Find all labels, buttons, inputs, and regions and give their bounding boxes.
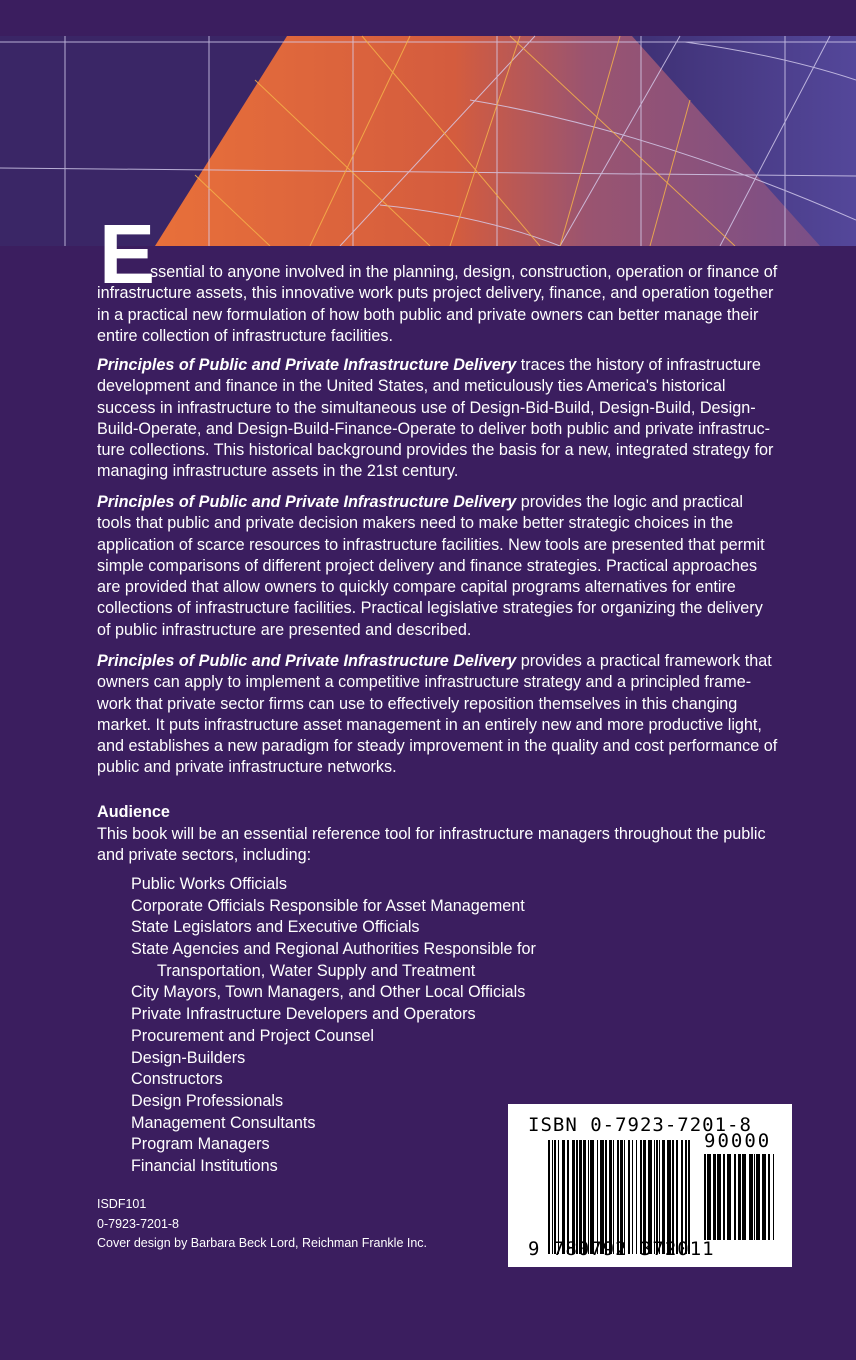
text-line: and private sectors, including: <box>97 846 312 865</box>
barcode-bar <box>742 1154 746 1240</box>
barcode-bar <box>667 1140 671 1254</box>
text-line: managing infrastructure assets in the 21st century. <box>97 462 459 481</box>
barcode-bar <box>656 1140 658 1254</box>
product-code: ISDF101 <box>97 1197 147 1211</box>
barcode-bar <box>749 1154 753 1240</box>
cover-credit: Cover design by Barbara Beck Lord, Reichman Frankle Inc. <box>97 1236 428 1250</box>
list-item: City Mayors, Town Managers, and Other Local Officials <box>131 983 526 1002</box>
text-line: provides a practical framework that <box>516 652 772 670</box>
barcode-bar <box>597 1140 598 1254</box>
isbn-barcode <box>508 1104 792 1267</box>
text-line: collections of infrastructure facilities. Practical legislative strategies for organizing the delivery <box>97 599 763 618</box>
barcode-bar <box>640 1140 642 1254</box>
description-paragraph-2 <box>97 355 773 483</box>
text-line: owners can apply to implement a competitive infrastructure strategy and a principled frame- <box>97 673 752 692</box>
description-paragraph-4 <box>97 651 777 779</box>
barcode-bar <box>617 1140 619 1254</box>
barcode-bar <box>562 1140 565 1254</box>
publisher-footer <box>97 1195 427 1254</box>
barcode-bar <box>590 1140 594 1254</box>
text-line: are provided that allow owners to quickly compare capital programs alternatives for entire <box>97 578 736 597</box>
barcode-bar <box>620 1140 623 1254</box>
list-item: Management Consultants <box>131 1113 316 1132</box>
barcode-addon: 90000 <box>704 1130 772 1152</box>
text-line: market. It puts infrastructure asset management in an entirely new and more productive light, <box>97 715 762 734</box>
barcode-bar <box>654 1140 655 1254</box>
barcode-bar <box>613 1140 614 1254</box>
barcode-bar <box>754 1154 755 1240</box>
list-item: Financial Institutions <box>131 1156 278 1175</box>
barcode-bar <box>773 1154 774 1240</box>
barcode-bar <box>558 1140 559 1254</box>
barcode-bar <box>648 1140 652 1254</box>
text-line: and establishes a new paradigm for steady improvement in the quality and cost performance of <box>97 737 778 756</box>
text-line: provides the logic and practical <box>516 493 743 511</box>
barcode-bar <box>727 1154 731 1240</box>
barcode-bar <box>609 1140 612 1254</box>
barcode-bar <box>672 1140 674 1254</box>
barcode-bar <box>723 1154 725 1240</box>
audience-list <box>131 874 536 1178</box>
text-line: infrastructure assets, this innovative work puts project delivery, finance, and operation together <box>97 284 774 303</box>
text-line: traces the history of infrastructure <box>516 356 761 374</box>
barcode-bar <box>583 1140 586 1254</box>
barcode-bar <box>548 1140 550 1254</box>
text-line: success in infrastructure to the simultaneous use of Design-Bid-Build, Design-Build, Design- <box>97 398 756 417</box>
barcode-bar <box>579 1140 582 1254</box>
barcode-bar <box>624 1140 625 1254</box>
list-item: Design Professionals <box>131 1091 284 1110</box>
barcode-bar <box>659 1140 660 1254</box>
barcode-bar <box>567 1140 569 1254</box>
barcode-bar <box>572 1140 575 1254</box>
barcode-bar <box>734 1154 736 1240</box>
barcode-bar <box>554 1140 556 1254</box>
text-line: tools that public and private decision makers need to make better strategic choices in the <box>97 514 734 533</box>
list-item: Procurement and Project Counsel <box>131 1026 374 1045</box>
barcode-bar <box>688 1140 690 1254</box>
text-line: ssential to anyone involved in the planning, design, construction, operation or finance of <box>150 263 778 281</box>
list-item: Corporate Officials Responsible for Asset Management <box>131 896 525 915</box>
text-line: Build-Operate, and Design-Build-Finance-Operate to deliver both public and private infrastruc- <box>97 419 771 438</box>
isbn-label: ISBN 0-7923-7201-8 <box>528 1114 752 1136</box>
description-paragraph-1-cont <box>97 283 773 347</box>
text-line: in a practical new formulation of how both public and private owners can better manage their <box>97 305 759 324</box>
text-line: application of scarce resources to infrastructure facilities. New tools are presented that permit <box>97 535 765 554</box>
drop-cap: E <box>99 207 156 301</box>
barcode-bar <box>681 1140 683 1254</box>
text-line: development and finance in the United States, and meticulously ties America's historical <box>97 377 726 396</box>
barcode-bar <box>704 1154 706 1240</box>
text-line: entire collection of infrastructure facilities. <box>97 326 393 345</box>
isbn-number: 0-7923-7201-8 <box>97 1216 180 1231</box>
barcode-bar <box>643 1140 646 1254</box>
audience-intro <box>97 824 766 867</box>
barcode-bar <box>552 1140 553 1254</box>
barcode-bar <box>662 1140 665 1254</box>
list-item: State Agencies and Regional Authorities Responsible for <box>131 940 536 959</box>
text-line: work that private sector firms can use to effectively reposition themselves in this changing <box>97 694 738 713</box>
ean-number: 9 780792 372011 <box>528 1238 715 1260</box>
description-paragraph-3 <box>97 492 765 641</box>
barcode-bar <box>685 1140 687 1254</box>
barcode-bar <box>636 1140 637 1254</box>
barcode-bar <box>756 1154 760 1240</box>
barcode-bar <box>762 1154 766 1240</box>
book-title: Principles of Public and Private Infrastructure Delivery <box>97 356 517 374</box>
text-line: public and private infrastructure networks. <box>97 758 397 777</box>
list-item: Program Managers <box>131 1135 270 1154</box>
text-line: of public infrastructure are presented and described. <box>97 620 472 639</box>
barcode-bar <box>588 1140 589 1254</box>
text-line: simple comparisons of different project delivery and finance strategies. Practical approaches <box>97 556 758 575</box>
barcode-bar <box>676 1140 678 1254</box>
list-item: State Legislators and Executive Officials <box>131 918 420 937</box>
description-paragraph-1 <box>150 262 777 283</box>
list-item: Constructors <box>131 1070 223 1089</box>
barcode-bar <box>600 1140 604 1254</box>
barcode-bar <box>738 1154 741 1240</box>
book-title: Principles of Public and Private Infrastructure Delivery <box>97 493 517 511</box>
barcode-bar <box>717 1154 721 1240</box>
text-line: This book will be an essential reference tool for infrastructure managers throughout the public <box>97 825 766 843</box>
list-item: Design-Builders <box>131 1048 246 1067</box>
list-item: Transportation, Water Supply and Treatment <box>157 961 476 980</box>
list-item: Public Works Officials <box>131 875 287 893</box>
list-item: Private Infrastructure Developers and Operators <box>131 1005 476 1024</box>
barcode-bar <box>628 1140 630 1254</box>
barcode-bar <box>707 1154 711 1240</box>
book-title: Principles of Public and Private Infrastructure Delivery <box>97 652 517 670</box>
barcode-bar <box>713 1154 716 1240</box>
text-line: ture collections. This historical background provides the basis for a new, integrated strategy for <box>97 441 774 460</box>
audience-heading: Audience <box>97 803 170 821</box>
barcode-bar <box>768 1154 770 1240</box>
barcode-bar <box>605 1140 607 1254</box>
barcode-bar <box>576 1140 578 1254</box>
barcode-bar <box>632 1140 633 1254</box>
